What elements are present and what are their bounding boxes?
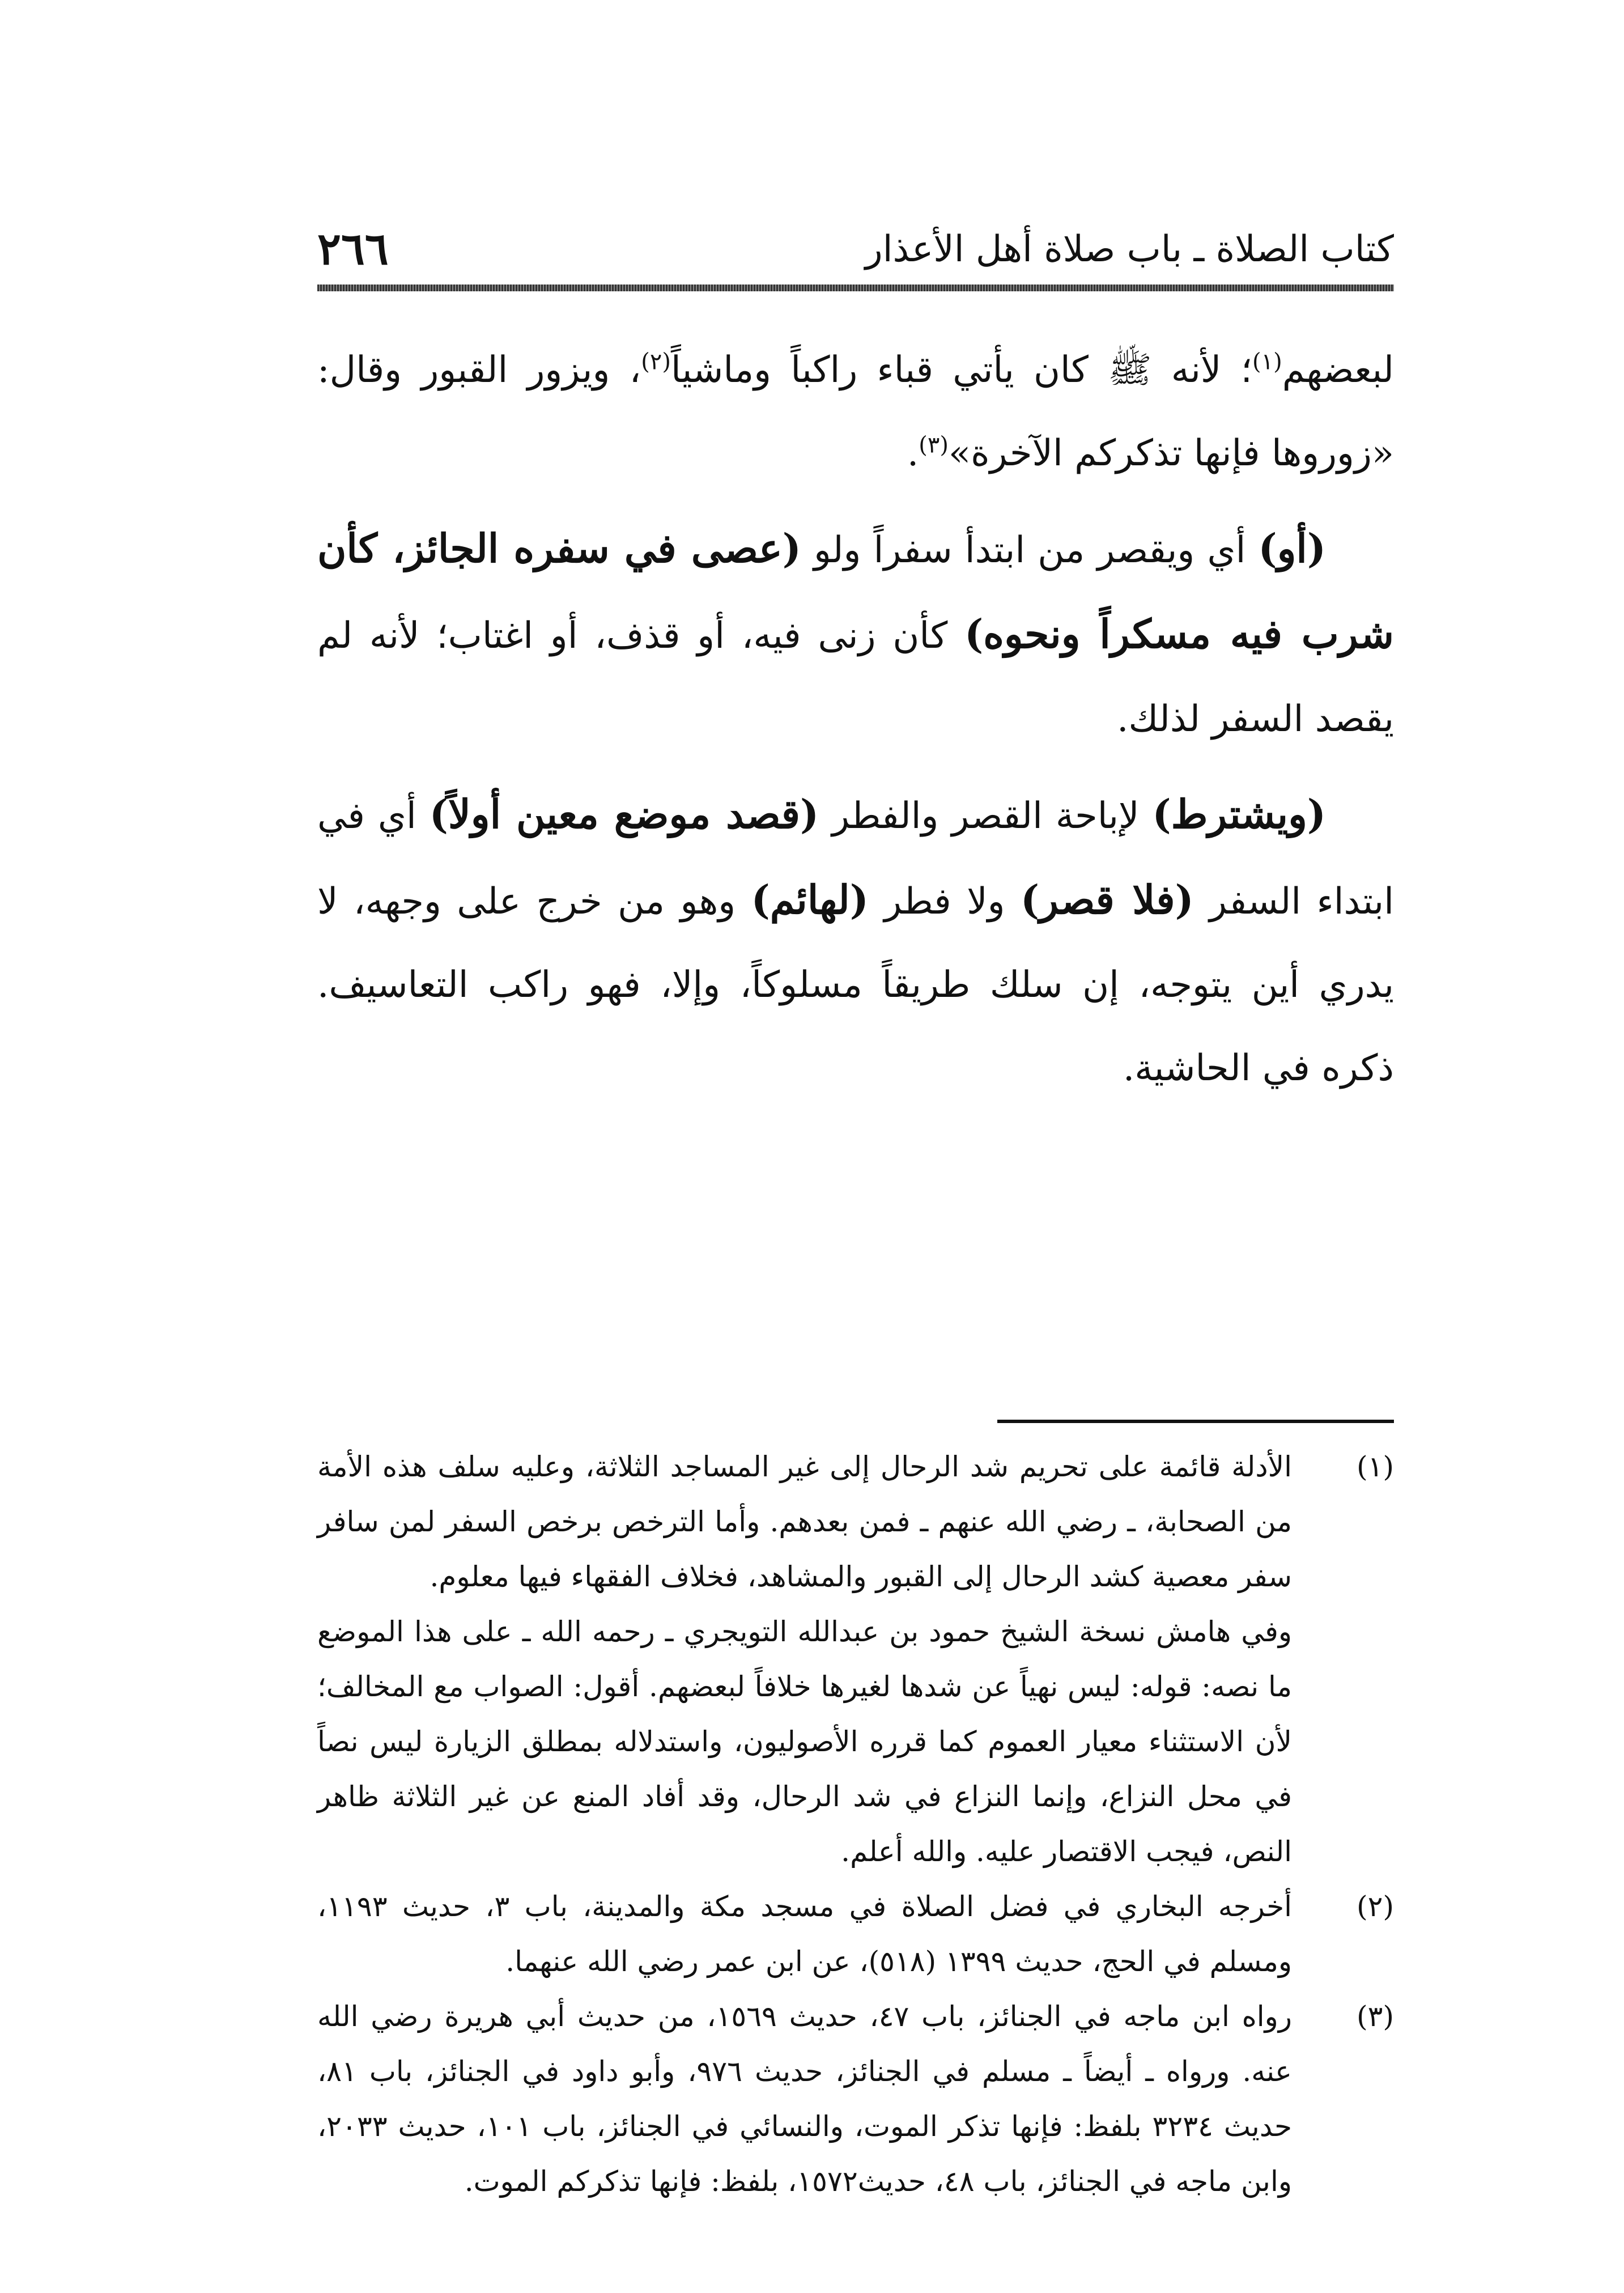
matn-text: (عصى في سفره الجائز، كأن شرب فيه مسكراً ونحوه) (317, 525, 1394, 657)
main-text (317, 329, 1394, 1110)
footnotes (317, 1440, 1394, 2209)
footnote-3 (317, 1989, 1394, 2209)
paragraph-1 (317, 329, 1394, 495)
text-run: كأن زنى فيه، أو قذف، أو اغتاب؛ لأنه لم يقصد السفر لذلك. (317, 615, 1394, 740)
footnote-text: رواه ابن ماجه في الجنائز، باب ٤٧، حديث ١٥٦٩، من حديث أبي هريرة رضي الله عنه. ورواه ـ أيضاً ـ مسلم في الجنائز، حديث ٩٧٦، وأبو داود في الجنائز، باب ٨١، حديث ٣٢٣٤ بلفظ: فإنها تذكر الموت، والنسائي في الجنائز، باب ١٠١، حديث ٢٠٣٣، وابن ماجه في الجنائز، باب ٤٨، حديث١٥٧٢، بلفظ: فإنها تذكركم الموت. (317, 2000, 1293, 2198)
text-run: أي ويقصر من ابتدأ سفراً ولو (801, 529, 1259, 571)
footnote-number: (١) (1357, 1450, 1394, 1483)
chapter-title: كتاب الصلاة ـ باب صلاة أهل الأعذار (865, 228, 1394, 270)
footnote-ref-2[interactable]: (٢) (641, 349, 671, 375)
footnote-text: الأدلة قائمة على تحريم شد الرحال إلى غير المساجد الثلاثة، وعليه سلف هذه الأمة من الصحابة، ـ رضي الله عنهم ـ فمن بعدهم. وأما الترخص برخص السفر لمن سافر سفر معصية كشد الرحال إلى القبور والمشاهد، فخلاف الفقهاء فيها معلوم. (317, 1450, 1292, 1593)
footnote-1 (317, 1440, 1394, 1879)
matn-text: (لهائم) (751, 876, 869, 923)
paragraph-3 (317, 772, 1394, 1110)
footnote-divider (997, 1420, 1394, 1423)
text-run: لبعضهم (1282, 349, 1394, 391)
running-header (317, 224, 1394, 275)
matn-text: (ويشترط) (1152, 791, 1326, 838)
matn-text: (أو) (1258, 525, 1326, 572)
page-number: ٢٦٦ (317, 223, 389, 275)
matn-text: (فلا قصر) (1020, 876, 1194, 923)
text-run: ؛ لأنه ﷺ كان يأتي قباء راكباً وماشياً (670, 349, 1253, 391)
header-divider (317, 284, 1394, 291)
text-run: أي في ابتداء السفر (317, 795, 1394, 923)
matn-text: (قصد موضع معين أولاً) (429, 791, 819, 838)
footnote-number: (٣) (1357, 2000, 1394, 2033)
text-run: وهو من خرج على وجهه، لا يدري أين يتوجه، إن سلك طريقاً مسلوكاً، وإلا، فهو راكب التعاسيف. ذكره في الحاشية. (317, 881, 1395, 1089)
text-run: ، ويزور القبور وقال: «زوروها فإنها تذكركم الآخرة» (317, 349, 1394, 474)
paragraph-2 (317, 507, 1394, 761)
footnote-2 (317, 1879, 1394, 1989)
text-run: لإباحة القصر والفطر (819, 795, 1153, 837)
text-run: ولا فطر (868, 881, 1021, 923)
footnote-ref-3[interactable]: (٣) (919, 432, 949, 458)
text-run: . (907, 432, 919, 474)
footnote-number: (٢) (1357, 1890, 1394, 1923)
footnote-ref-1[interactable]: (١) (1252, 349, 1282, 375)
footnote-text: أخرجه البخاري في فضل الصلاة في مسجد مكة والمدينة، باب ٣، حديث ١١٩٣، ومسلم في الحج، حديث ١٣٩٩ (٥١٨)، عن ابن عمر رضي الله عنهما. (317, 1890, 1292, 1978)
footnote-text: وفي هامش نسخة الشيخ حمود بن عبدالله التويجري ـ رحمه الله ـ على هذا الموضع ما نصه: قوله: ليس نهياً عن شدها لغيرها خلافاً لبعضهم. أقول: الصواب مع المخالف؛ لأن الاستثناء معيار العموم كما قرره الأصوليون، واستدلاله بمطلق الزيارة ليس نصاً في محل النزاع، وإنما النزاع في شد الرحال، وقد أفاد المنع عن غير الثلاثة ظاهر النص، فيجب الاقتصار عليه. والله أعلم. (317, 1615, 1293, 1868)
